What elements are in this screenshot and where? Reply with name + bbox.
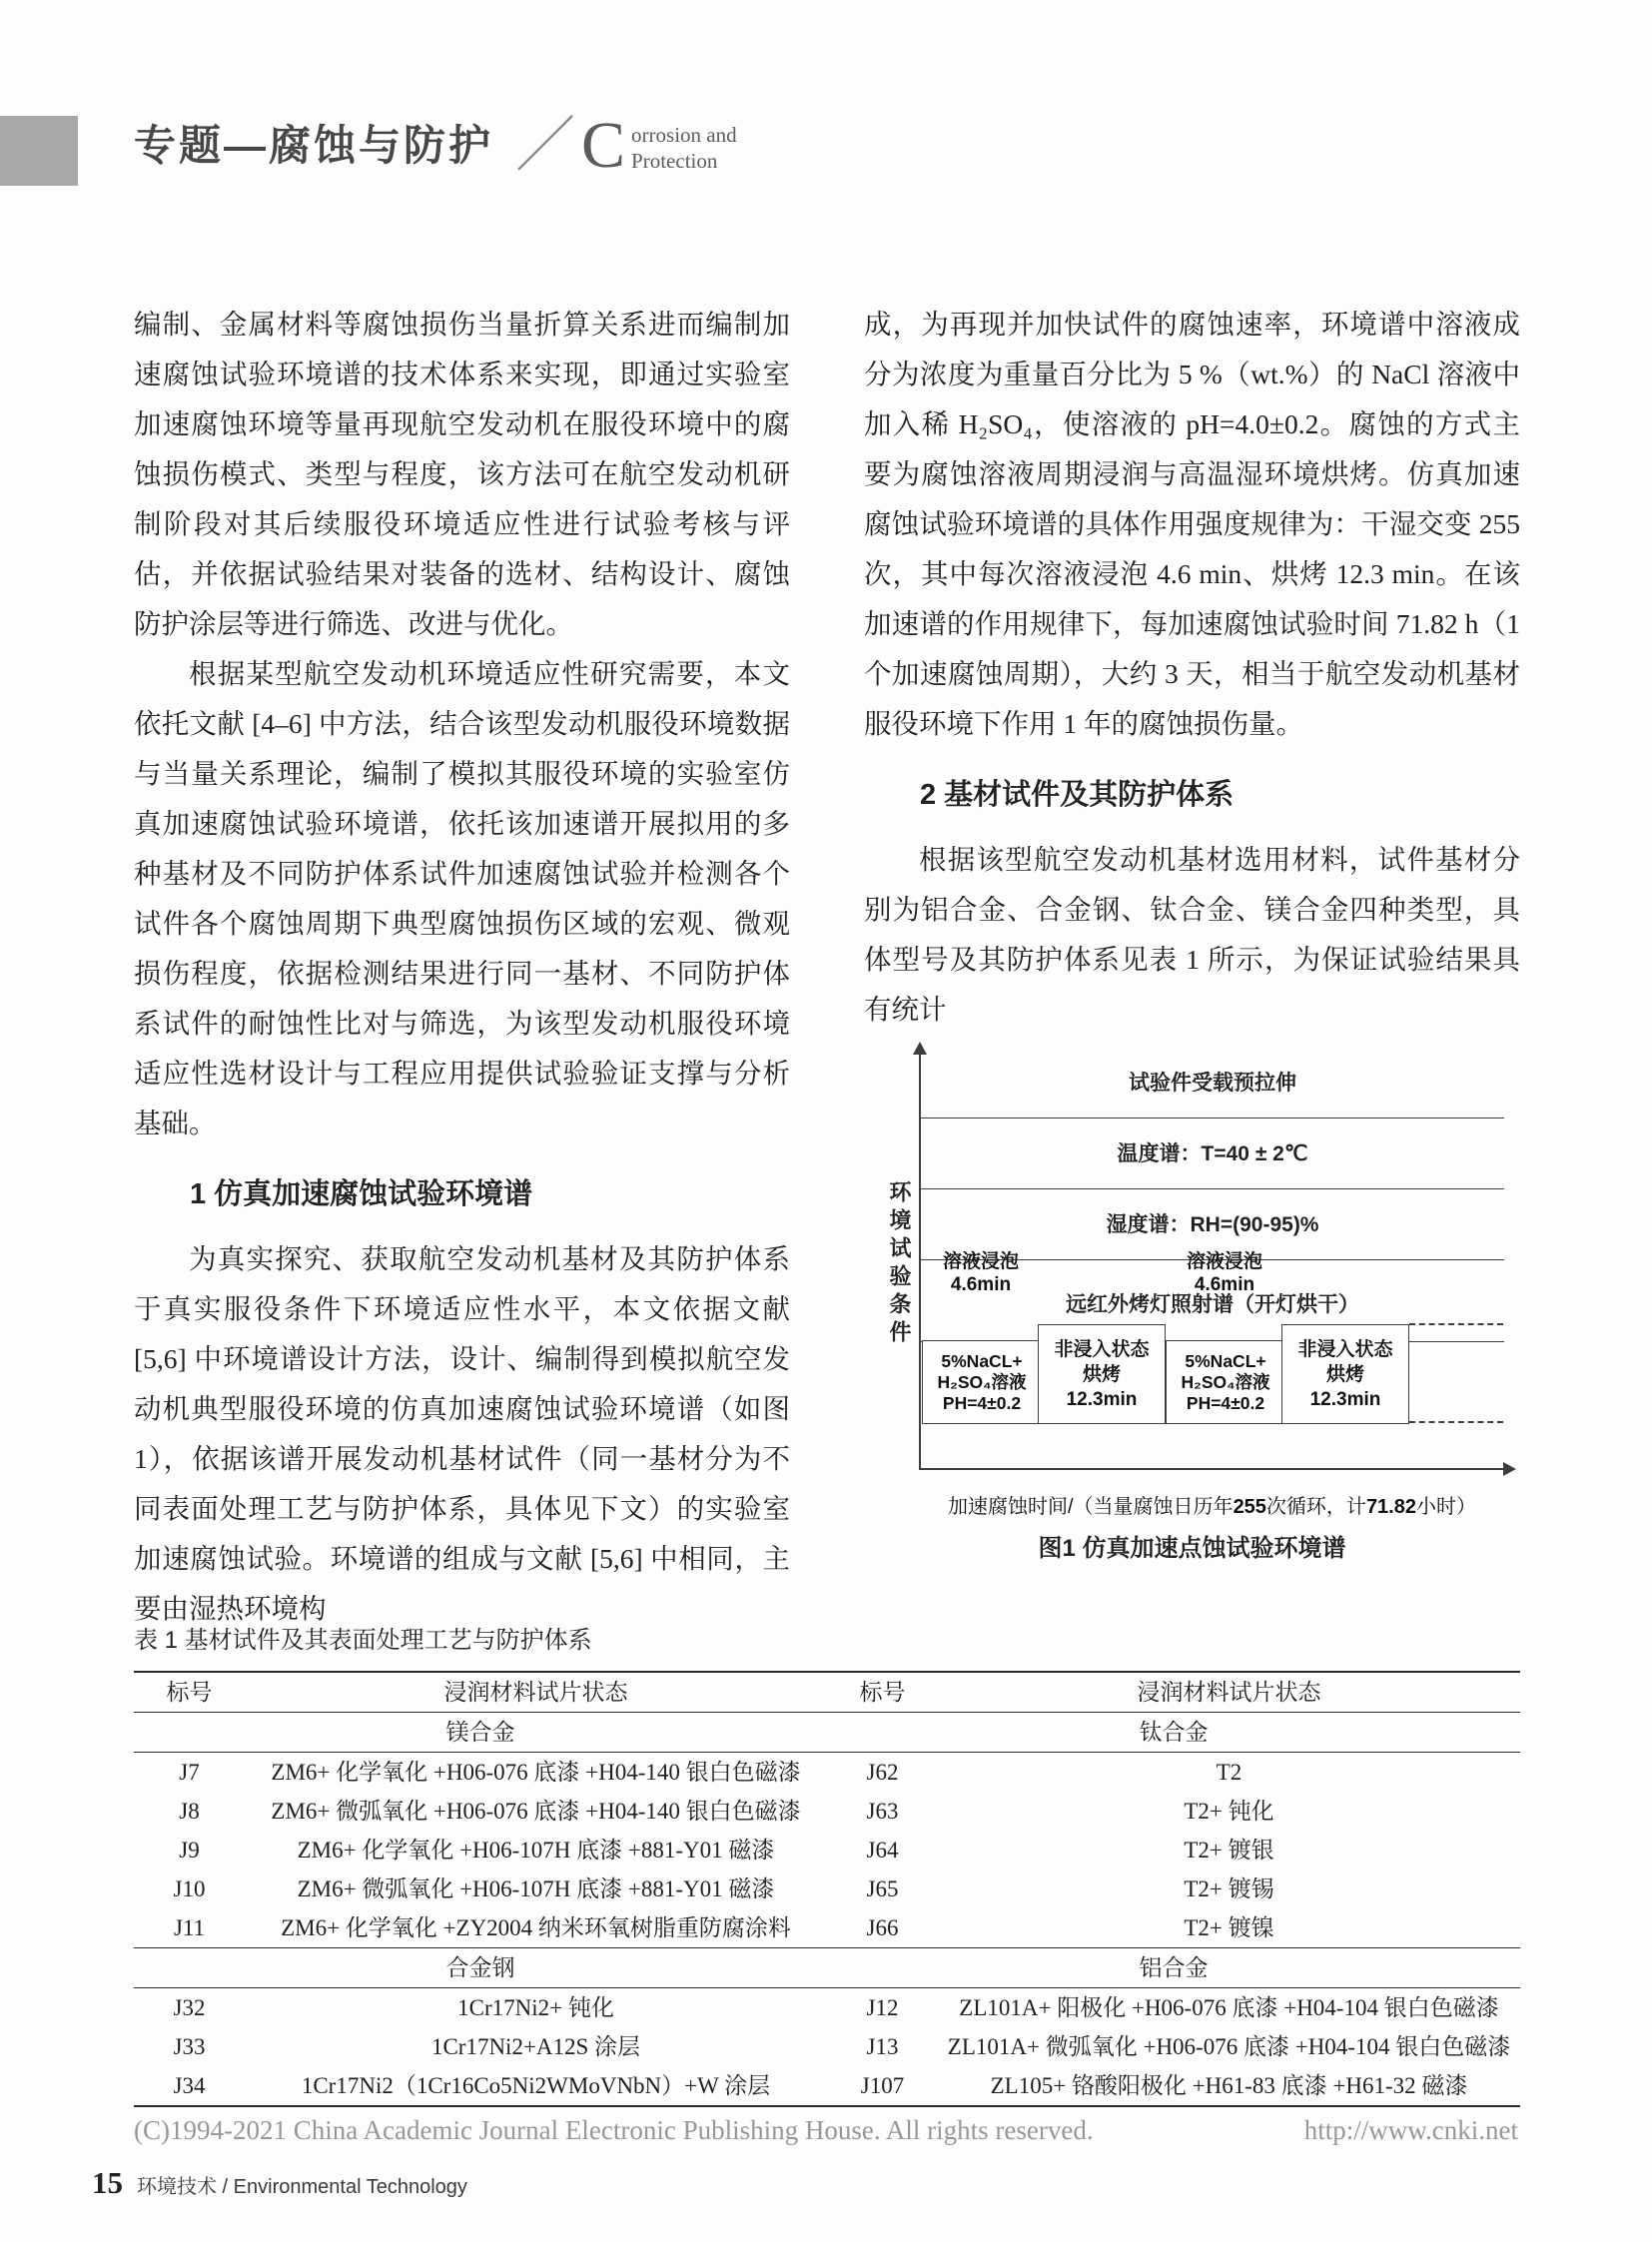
col-header-state-left: 浸润材料试片状态 (245, 1672, 827, 1713)
paragraph-continuation: 编制、金属材料等腐蚀损伤当量折算关系进而编制加速腐蚀试验环境谱的技术体系来实现，即通过实验室加速腐蚀环境等量再现航空发动机在服役环境中的腐蚀损伤模式、类型与程度，该方法可在航空发动机研制阶段对其后续服役环境适应性进行试验考核与评估，并依据试验结果对装备的选材、结构设计、腐蚀防护涂层等进行筛选、改进与优化。 (134, 309, 790, 639)
table-row: J7 ZM6+ 化学氧化 +H06-076 底漆 +H04-140 银白色磁漆 J62 T2 (179, 1760, 1242, 1785)
col-header-state-right: 浸润材料试片状态 (938, 1672, 1520, 1713)
left-column (134, 300, 790, 1634)
group-row-steel-al (134, 1948, 1520, 1988)
page-header (134, 106, 737, 186)
header-slash: ／ (515, 113, 576, 179)
group-label-alloy-steel: 合金钢 (134, 1948, 827, 1988)
figure-1-diagram (864, 1051, 1520, 1518)
table-row: J10 ZM6+ 微弧氧化 +H06-107H 底漆 +881-Y01 磁漆 J65 T2+ 镀锡 (173, 1876, 1274, 1901)
table-1-caption: 表 1 基材试件及其表面处理工艺与防护体系 (134, 1627, 592, 1654)
paragraph-continuation: 成，为再现并加快试件的腐蚀速率，环境谱中溶液成分为浓度为重量百分比为 5 %（wt.%）的 NaCl 溶液中加入稀 H₂SO₄，使溶液的 pH=4.0±0.2。腐蚀的方式主要为腐蚀溶液周期浸润与高温湿环境烘烤。仿真加速腐蚀试验环境谱的具体作用强度规律为：干湿交变 255 次，其中每次溶液浸泡 4.6 min、烘烤 12.3 min。在该加速谱的作用规律下，每加速腐蚀试验时间 71.82 h（1 个加速腐蚀周期），大约 3 天，相当于航空发动机基材服役环境下作用 1 年的腐蚀损伤量。 (864, 309, 1520, 739)
figure-x-axis-label: 加速腐蚀时间/（当量腐蚀日历年255次循环，计71.82小时） (948, 1496, 1476, 1518)
cnki-url-link[interactable]: http://www.cnki.net (1303, 2115, 1518, 2145)
table-row: J33 1Cr17Ni2+A12S 涂层 J13 ZL101A+ 微弧氧化 +H06-076 底漆 +H04-104 银白色磁漆 (173, 2034, 1511, 2059)
band-infrared: 远红外烤灯照射谱（开灯烘干） (921, 1260, 1504, 1342)
band-preload: 试验件受载预拉伸 (921, 1051, 1504, 1119)
soak-label-2: 溶液浸泡 4.6min (1186, 1251, 1262, 1295)
table-header-row (134, 1672, 1520, 1713)
copyright-text: (C)1994-2021 China Academic Journal Electronic Publishing House. All rights reserved. (134, 2115, 1094, 2145)
table-row: J32 1Cr17Ni2+ 钝化 J12 ZL101A+ 阳极化 +H06-076 底漆 +H04-104 银白色磁漆 (173, 1995, 1499, 2020)
group-row-mg-ti (134, 1713, 1520, 1753)
paragraph: 根据该型航空发动机基材选用材料，试件基材分别为铝合金、合金钢、钛合金、镁合金四种类型，具体型号及其防护体系见表 1 所示，为保证试验结果具有统计 (864, 844, 1520, 1025)
group-label-magnesium: 镁合金 (134, 1713, 827, 1753)
header-subtitle-line2: Protection (631, 149, 718, 173)
col-header-id-right: 标号 (827, 1672, 938, 1713)
table-row: J34 1Cr17Ni2（1Cr16Co5Ni2WMoVNbN）+W 涂层 J107 ZL105+ 铬酸阳极化 +H61-83 底漆 +H61-32 磁漆 (134, 2066, 1520, 2106)
bake-box-2: 非浸入状态 烘烤 12.3min (1281, 1324, 1409, 1424)
section-2-heading: 2 基材试件及其防护体系 (920, 779, 1235, 811)
page-footer (92, 2165, 467, 2201)
body-columns (134, 300, 1520, 1634)
x-axis-line (919, 1468, 1504, 1470)
band-humidity: 湿度谱：RH=(90-95)% (921, 1189, 1504, 1260)
figure-y-axis-label: 环境试验条件 (887, 1180, 912, 1348)
solution-box-2: 5%NaCL+ H₂SO₄溶液 PH=4±0.2 (1166, 1340, 1285, 1424)
bake-box-1: 非浸入状态 烘烤 12.3min (1038, 1324, 1166, 1424)
table-row: J9 ZM6+ 化学氧化 +H06-107H 底漆 +881-Y01 磁漆 J64 T2+ 镀银 (179, 1838, 1274, 1863)
right-column (864, 300, 1520, 1634)
figure-1-caption: 图1 仿真加速点蚀试验环境谱 (1038, 1535, 1346, 1562)
x-axis-arrow-icon (1503, 1462, 1516, 1476)
group-label-aluminum: 铝合金 (827, 1948, 1520, 1988)
header-gray-block (0, 116, 78, 186)
paragraph: 为真实探究、获取航空发动机基材及其防护体系于真实服役条件下环境适应性水平，本文依据文献 [5,6] 中环境谱设计方法，设计、编制得到模拟航空发动机典型服役环境的仿真加速腐蚀试验环境谱（如图 1），依据该谱开展发动机基材试件（同一基材分为不同表面处理工艺与防护体系，具体见下文）的实验室加速腐蚀试验。环境谱的组成与文献 [5,6] 中相同，主要由湿热环境构 (134, 1243, 790, 1624)
header-subtitle (631, 122, 737, 174)
group-label-titanium: 钛合金 (827, 1713, 1520, 1753)
header-subtitle-line1: orrosion and (631, 123, 737, 147)
copyright-watermark (134, 2115, 1518, 2146)
header-topic-title: 专题—腐蚀与防护 (134, 122, 494, 169)
section-1-heading: 1 仿真加速腐蚀试验环境谱 (190, 1178, 533, 1210)
cycle-continuation-dash-bottom (1409, 1421, 1503, 1423)
solution-box-1: 5%NaCL+ H₂SO₄溶液 PH=4±0.2 (922, 1340, 1042, 1424)
table-row: J8 ZM6+ 微弧氧化 +H06-076 底漆 +H04-140 银白色磁漆 J63 T2+ 钝化 (179, 1799, 1274, 1824)
specimen-table (134, 1671, 1520, 2107)
journal-name: 环境技术 / Environmental Technology (137, 2176, 467, 2198)
col-header-id-left: 标号 (134, 1672, 245, 1713)
soak-label-1: 溶液浸泡 4.6min (942, 1251, 1019, 1295)
table-1-section (134, 1620, 1520, 2107)
cycle-continuation-dash-top (1409, 1323, 1503, 1325)
band-temperature: 温度谱：T=40 ± 2℃ (921, 1119, 1504, 1189)
header-big-letter: C (581, 109, 626, 182)
page-number: 15 (92, 2165, 123, 2200)
figure-band-rows (921, 1051, 1504, 1342)
paragraph: 根据某型航空发动机环境适应性研究需要，本文依托文献 [4–6] 中方法，结合该型发动机服役环境数据与当量关系理论，编制了模拟其服役环境的实验室仿真加速腐蚀试验环境谱，依托该加速谱开展拟用的多种基材及不同防护体系试件加速腐蚀试验并检测各个试件各个腐蚀周期下典型腐蚀损伤区域的宏观、微观损伤程度，依据检测结果进行同一基材、不同防护体系试件的耐蚀性比对与筛选，为该型发动机服役环境适应性选材设计与工程应用提供试验验证支撑与分析基础。 (134, 658, 790, 1138)
table-row: J11 ZM6+ 化学氧化 +ZY2004 纳米环氧树脂重防腐涂料 J66 T2+ 镀镍 (173, 1915, 1274, 1940)
